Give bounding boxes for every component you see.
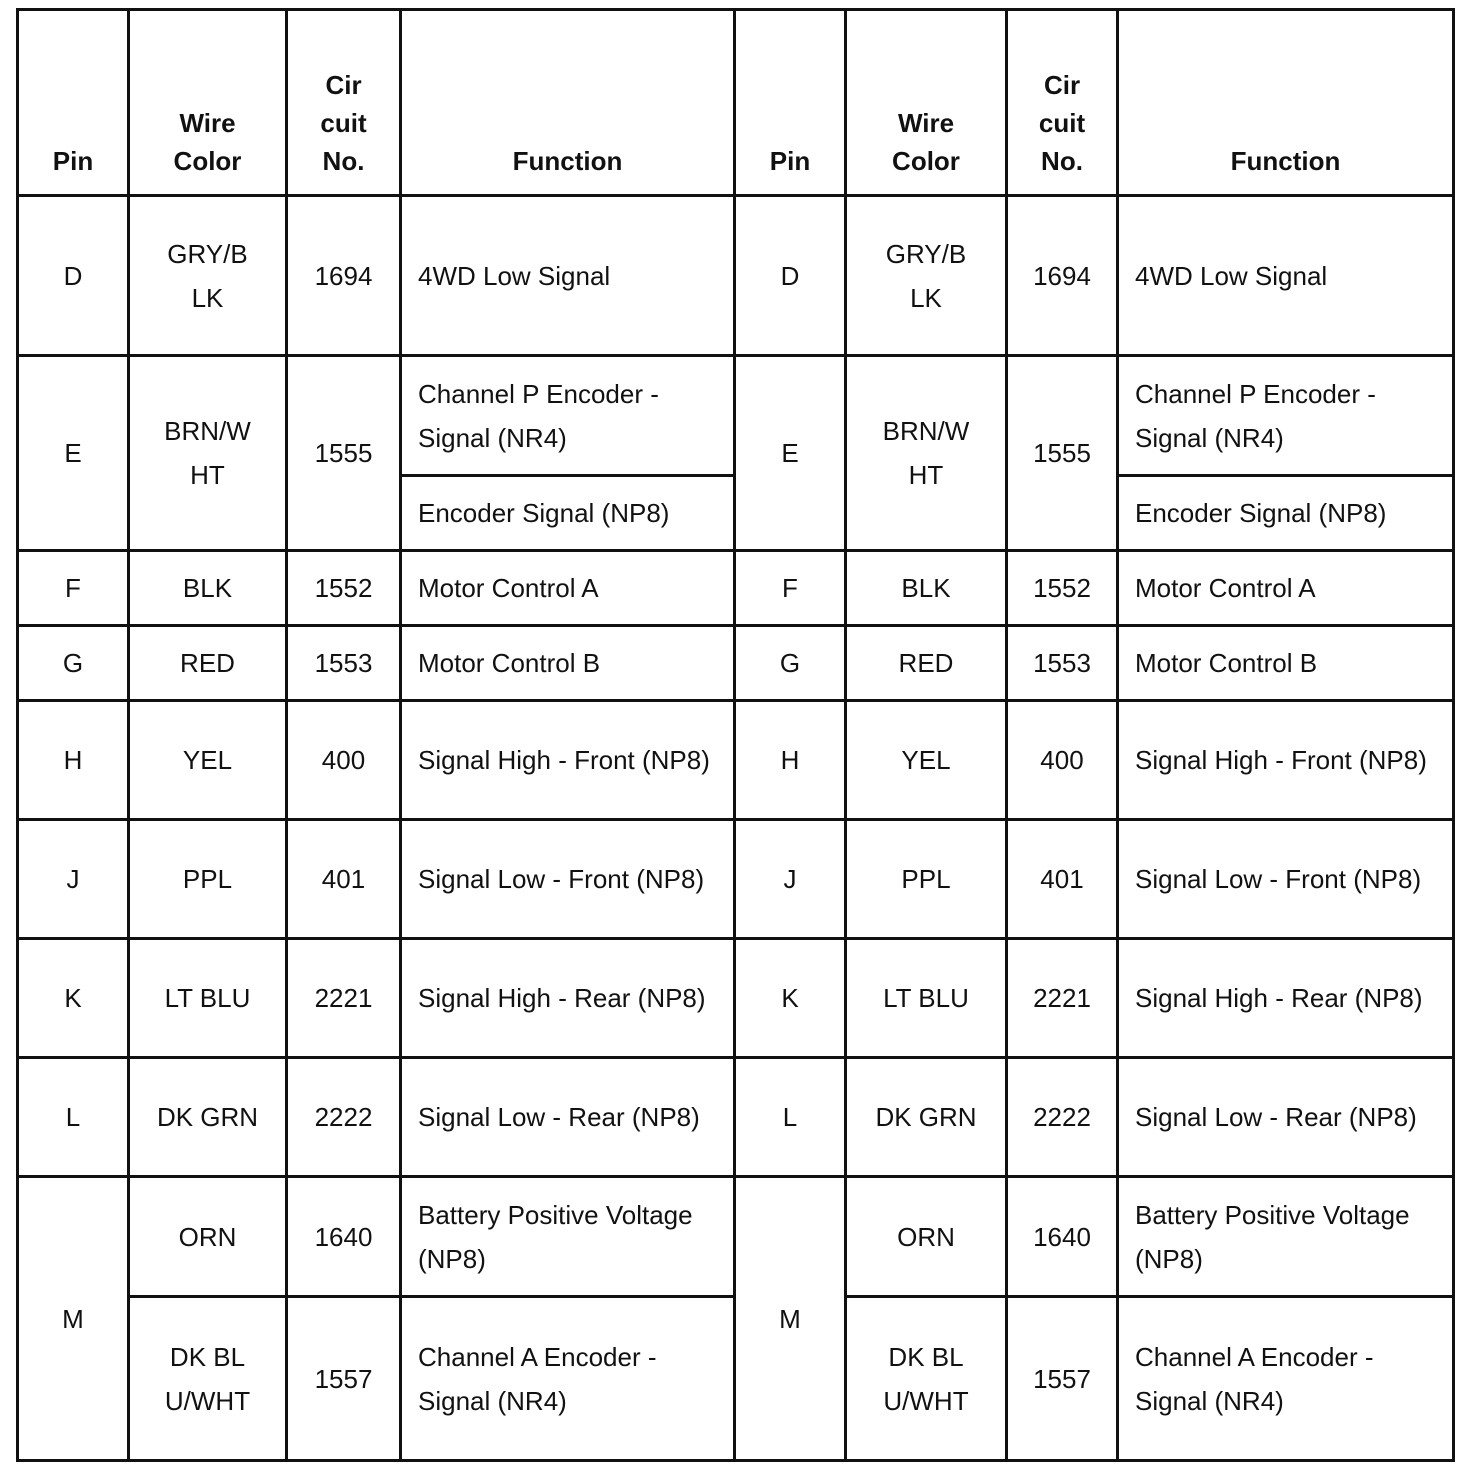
pin-cell: J (18, 820, 129, 939)
pin-cell: M (735, 1177, 846, 1461)
table-row-e (18, 356, 1454, 476)
function-cell: 4WD Low Signal (1118, 196, 1454, 356)
pin-table (16, 8, 1455, 1462)
circuit-cell: 400 (1007, 701, 1118, 820)
circuit-cell: 1552 (1007, 551, 1118, 626)
function-cell: Channel A Encoder - Signal (NR4) (401, 1297, 735, 1461)
function-cell: Signal Low - Rear (NP8) (1118, 1058, 1454, 1177)
wire-color-cell: LT BLU (846, 939, 1007, 1058)
function-cell: Battery Positive Voltage (NP8) (401, 1177, 735, 1297)
wire-color-cell: GRY/BLK (846, 196, 1007, 356)
circuit-cell: 1640 (287, 1177, 401, 1297)
header-circuit-no: Cir cuit No. (1007, 10, 1118, 196)
table-row-j (18, 820, 1454, 939)
function-cell: Channel A Encoder - Signal (NR4) (1118, 1297, 1454, 1461)
wire-color-cell: RED (129, 626, 287, 701)
function-cell: Channel P Encoder - Signal (NR4) (1118, 356, 1454, 476)
wire-color-cell: DK BLU/WHT (846, 1297, 1007, 1461)
pin-cell: G (18, 626, 129, 701)
header-wire-color: Wire Color (129, 10, 287, 196)
function-cell: Encoder Signal (NP8) (1118, 476, 1454, 551)
circuit-cell: 1557 (1007, 1297, 1118, 1461)
circuit-cell: 1694 (287, 196, 401, 356)
circuit-cell: 1640 (1007, 1177, 1118, 1297)
header-pin: Pin (735, 10, 846, 196)
pin-cell: L (18, 1058, 129, 1177)
table-row-d (18, 196, 1454, 356)
function-cell: Motor Control B (401, 626, 735, 701)
pin-cell: H (735, 701, 846, 820)
wire-color-cell: BLK (846, 551, 1007, 626)
pin-cell: F (18, 551, 129, 626)
wire-color-cell: DK GRN (129, 1058, 287, 1177)
function-cell: Motor Control A (1118, 551, 1454, 626)
function-cell: Motor Control A (401, 551, 735, 626)
circuit-cell: 2222 (1007, 1058, 1118, 1177)
wire-color-cell: ORN (846, 1177, 1007, 1297)
function-cell: Signal Low - Rear (NP8) (401, 1058, 735, 1177)
circuit-cell: 1555 (1007, 356, 1118, 551)
function-cell: Channel P Encoder - Signal (NR4) (401, 356, 735, 476)
header-pin: Pin (18, 10, 129, 196)
pin-cell: G (735, 626, 846, 701)
header-wire-color: Wire Color (846, 10, 1007, 196)
wire-color-cell: PPL (129, 820, 287, 939)
circuit-cell: 400 (287, 701, 401, 820)
table-row-g (18, 626, 1454, 701)
header-function: Function (401, 10, 735, 196)
wire-color-cell: DK GRN (846, 1058, 1007, 1177)
header-function: Function (1118, 10, 1454, 196)
wire-color-cell: PPL (846, 820, 1007, 939)
circuit-cell: 1553 (1007, 626, 1118, 701)
wire-color-cell: BRN/WHT (846, 356, 1007, 551)
function-cell: Motor Control B (1118, 626, 1454, 701)
function-cell: 4WD Low Signal (401, 196, 735, 356)
circuit-cell: 1557 (287, 1297, 401, 1461)
pin-cell: D (735, 196, 846, 356)
function-cell: Signal High - Front (NP8) (401, 701, 735, 820)
function-cell: Encoder Signal (NP8) (401, 476, 735, 551)
circuit-cell: 401 (1007, 820, 1118, 939)
function-cell: Battery Positive Voltage (NP8) (1118, 1177, 1454, 1297)
header-row (18, 10, 1454, 196)
table-row-h (18, 701, 1454, 820)
circuit-cell: 2222 (287, 1058, 401, 1177)
table-row-m (18, 1177, 1454, 1297)
table-row-k (18, 939, 1454, 1058)
pin-cell: K (18, 939, 129, 1058)
pin-cell: J (735, 820, 846, 939)
pin-cell: H (18, 701, 129, 820)
pin-cell: M (18, 1177, 129, 1461)
circuit-cell: 1555 (287, 356, 401, 551)
wire-color-cell: ORN (129, 1177, 287, 1297)
circuit-cell: 2221 (287, 939, 401, 1058)
circuit-cell: 1553 (287, 626, 401, 701)
pin-cell: L (735, 1058, 846, 1177)
circuit-cell: 1552 (287, 551, 401, 626)
circuit-cell: 2221 (1007, 939, 1118, 1058)
wire-color-cell: YEL (846, 701, 1007, 820)
wire-color-cell: DK BLU/WHT (129, 1297, 287, 1461)
function-cell: Signal Low - Front (NP8) (401, 820, 735, 939)
pin-cell: K (735, 939, 846, 1058)
wire-color-cell: BRN/WHT (129, 356, 287, 551)
wire-color-cell: BLK (129, 551, 287, 626)
circuit-cell: 401 (287, 820, 401, 939)
pin-cell: E (735, 356, 846, 551)
function-cell: Signal High - Front (NP8) (1118, 701, 1454, 820)
wire-color-cell: RED (846, 626, 1007, 701)
wire-color-cell: GRY/BLK (129, 196, 287, 356)
circuit-cell: 1694 (1007, 196, 1118, 356)
pin-cell: E (18, 356, 129, 551)
header-circuit-no: Cir cuit No. (287, 10, 401, 196)
wire-color-cell: YEL (129, 701, 287, 820)
pin-cell: D (18, 196, 129, 356)
wire-color-cell: LT BLU (129, 939, 287, 1058)
table-row-l (18, 1058, 1454, 1177)
function-cell: Signal High - Rear (NP8) (401, 939, 735, 1058)
pin-cell: F (735, 551, 846, 626)
function-cell: Signal Low - Front (NP8) (1118, 820, 1454, 939)
table-row-f (18, 551, 1454, 626)
function-cell: Signal High - Rear (NP8) (1118, 939, 1454, 1058)
